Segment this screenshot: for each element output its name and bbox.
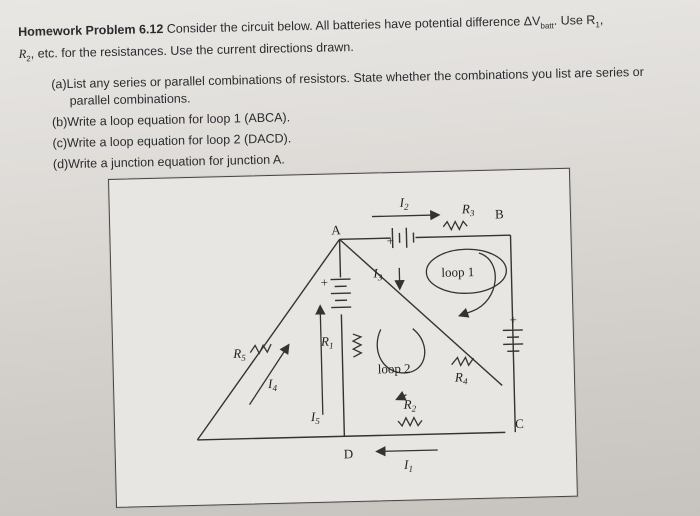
label-r3: $R_3$ [461, 201, 475, 219]
label-r1: $R_1$ [320, 333, 334, 351]
label-i2: $I_2$ [399, 194, 409, 212]
problem-parts [51, 63, 681, 173]
loop1-curl [459, 253, 496, 316]
battery-left-plus: + [320, 274, 329, 290]
label-i4: $I_4$ [267, 376, 278, 394]
battery-top [372, 227, 440, 249]
node-a: A [331, 222, 341, 238]
node-c: C [514, 415, 524, 432]
label-r4: $R_4$ [454, 369, 468, 387]
wire-right [509, 235, 518, 432]
label-r5: $R_5$ [233, 345, 246, 363]
wire-bottom [197, 432, 505, 440]
part-b: (b)Write a loop equation for loop 1 (ABCA). [51, 110, 291, 130]
problem-intro: Homework Problem 6.12 Consider the circuit below. All batteries have potential difference $\Delta V_{batt}$. Use $R_1$, [18, 12, 604, 39]
wire-top-right [441, 235, 511, 237]
resistor-r1 [353, 334, 362, 357]
wire-d-up [341, 314, 344, 436]
part-c: (c)Write a loop equation for loop 2 (DACD). [52, 131, 292, 151]
wire-a-c-diagonal [340, 235, 503, 389]
resistor-r2 [398, 417, 422, 426]
wire-a-top [340, 239, 373, 240]
problem-intro-line2: $R_2$, etc. for the resistances. Use the current directions drawn. [18, 39, 354, 63]
label-loop2: loop 2 [377, 360, 411, 377]
battery-top-plus: + [386, 233, 395, 249]
node-b: B [494, 206, 504, 222]
battery-right-plus: + [509, 312, 518, 328]
label-i1: $I_1$ [403, 456, 414, 474]
arrow-i5 [320, 307, 323, 415]
resistor-r5 [250, 344, 271, 354]
battery-left [331, 279, 352, 307]
arrow-i1 [378, 450, 438, 451]
resistor-r3 [443, 221, 467, 230]
label-i3: $I_3$ [373, 265, 383, 283]
part-d: (d)Write a junction equation for junction A. [52, 152, 285, 172]
label-loop1: loop 1 [441, 264, 475, 280]
problem-title: Homework Problem 6.12 [18, 21, 164, 39]
problem-statement [18, 10, 681, 178]
part-a: (a)List any series or parallel combinations of resistors. State whether the combinations you list are series or parallel combinations. [51, 64, 644, 108]
resistor-r4 [451, 357, 473, 366]
node-d: D [343, 446, 354, 462]
circuit-figure [108, 168, 578, 508]
label-r2: $R_2$ [403, 396, 417, 414]
label-i5: $I_5$ [310, 409, 320, 427]
arrow-i2 [372, 215, 438, 217]
circuit-diagram [109, 169, 577, 507]
wire-a-down [340, 239, 341, 277]
